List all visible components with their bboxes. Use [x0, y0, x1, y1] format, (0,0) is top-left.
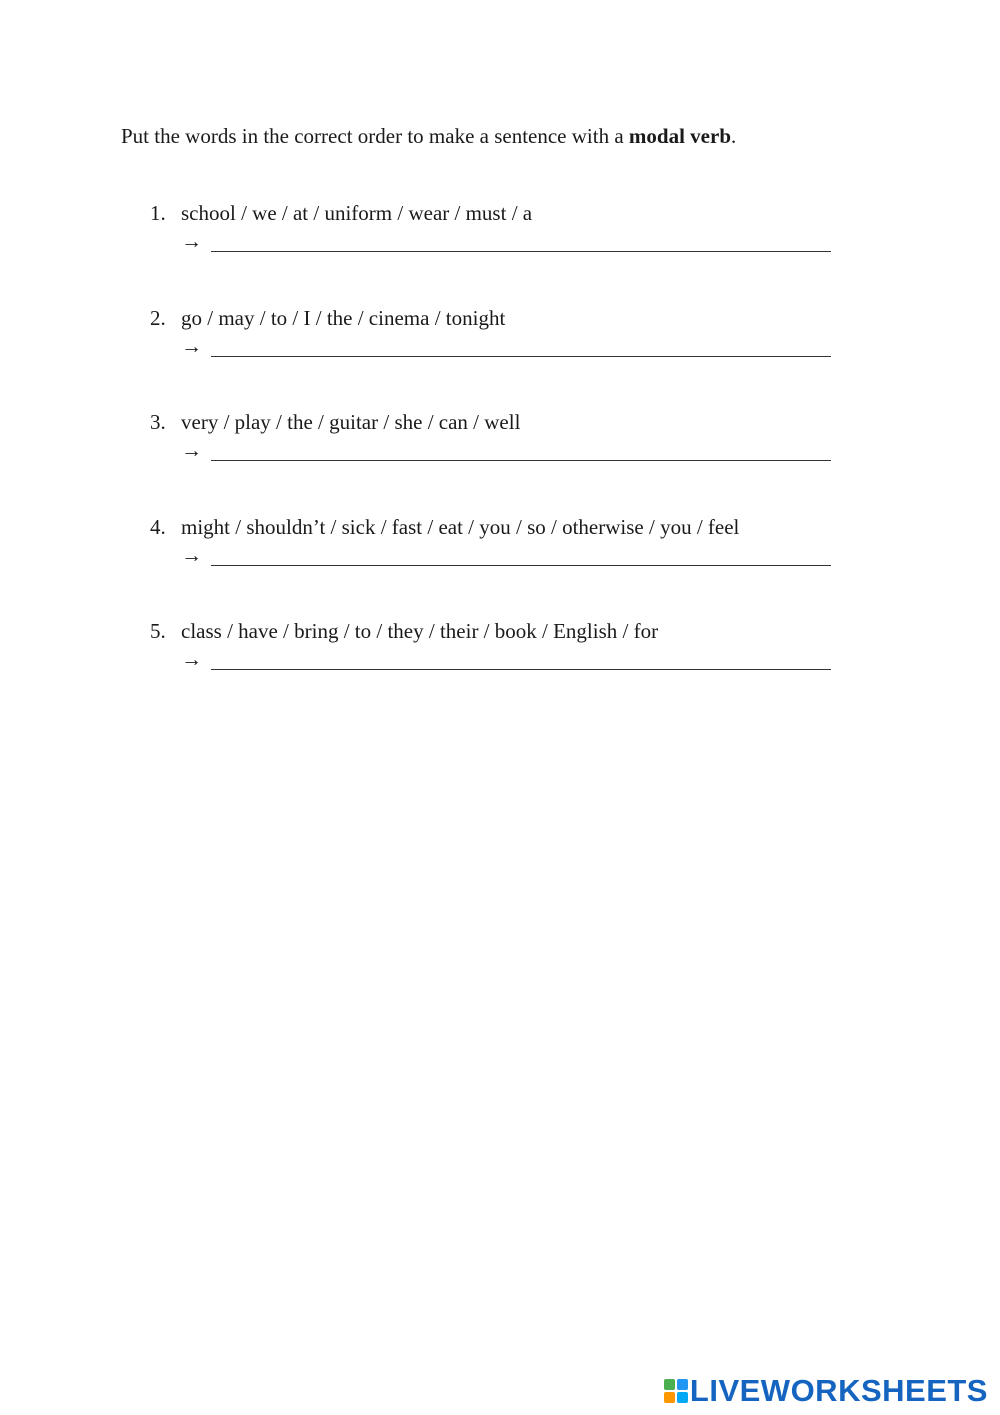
- answer-input-1[interactable]: [211, 229, 831, 252]
- arrow-icon: →: [181, 229, 202, 253]
- liveworksheets-logo-icon: [664, 1379, 688, 1403]
- exercise-4: [150, 513, 830, 569]
- instruction-text: [121, 122, 736, 150]
- exercise-prompt: school / we / at / uniform / wear / must / a: [181, 201, 533, 225]
- exercise-prompt: very / play / the / guitar / she / can / well: [181, 410, 521, 434]
- logo-text: LIVEWORKSHEETS: [689, 1373, 988, 1408]
- exercise-prompt: go / may / to / I / the / cinema / tonight: [181, 306, 506, 330]
- liveworksheets-logo: [664, 1373, 988, 1409]
- instruction-bold-term: modal verb: [628, 124, 731, 148]
- arrow-icon: →: [181, 543, 202, 567]
- exercise-number: 2.: [150, 306, 166, 330]
- exercise-5: [150, 617, 830, 673]
- instruction-text-before: Put the words in the correct order to make a sentence with a: [121, 124, 629, 148]
- exercise-1: [150, 199, 830, 255]
- arrow-icon: →: [181, 647, 202, 671]
- exercise-3: [150, 408, 830, 464]
- exercise-prompt: class / have / bring / to / they / their / book / English / for: [181, 619, 659, 643]
- exercise-2: [150, 304, 830, 360]
- answer-input-5[interactable]: [211, 647, 831, 670]
- exercise-number: 5.: [150, 619, 166, 643]
- answer-input-3[interactable]: [211, 438, 831, 461]
- exercise-number: 4.: [150, 515, 166, 539]
- exercise-number: 3.: [150, 410, 166, 434]
- exercise-prompt: might / shouldn’t / sick / fast / eat / you / so / otherwise / you / feel: [181, 515, 740, 539]
- instruction-text-after: .: [731, 124, 737, 148]
- arrow-icon: →: [181, 334, 202, 358]
- answer-input-2[interactable]: [211, 334, 831, 357]
- answer-input-4[interactable]: [211, 543, 831, 566]
- arrow-icon: →: [181, 438, 202, 462]
- exercise-number: 1.: [150, 201, 166, 225]
